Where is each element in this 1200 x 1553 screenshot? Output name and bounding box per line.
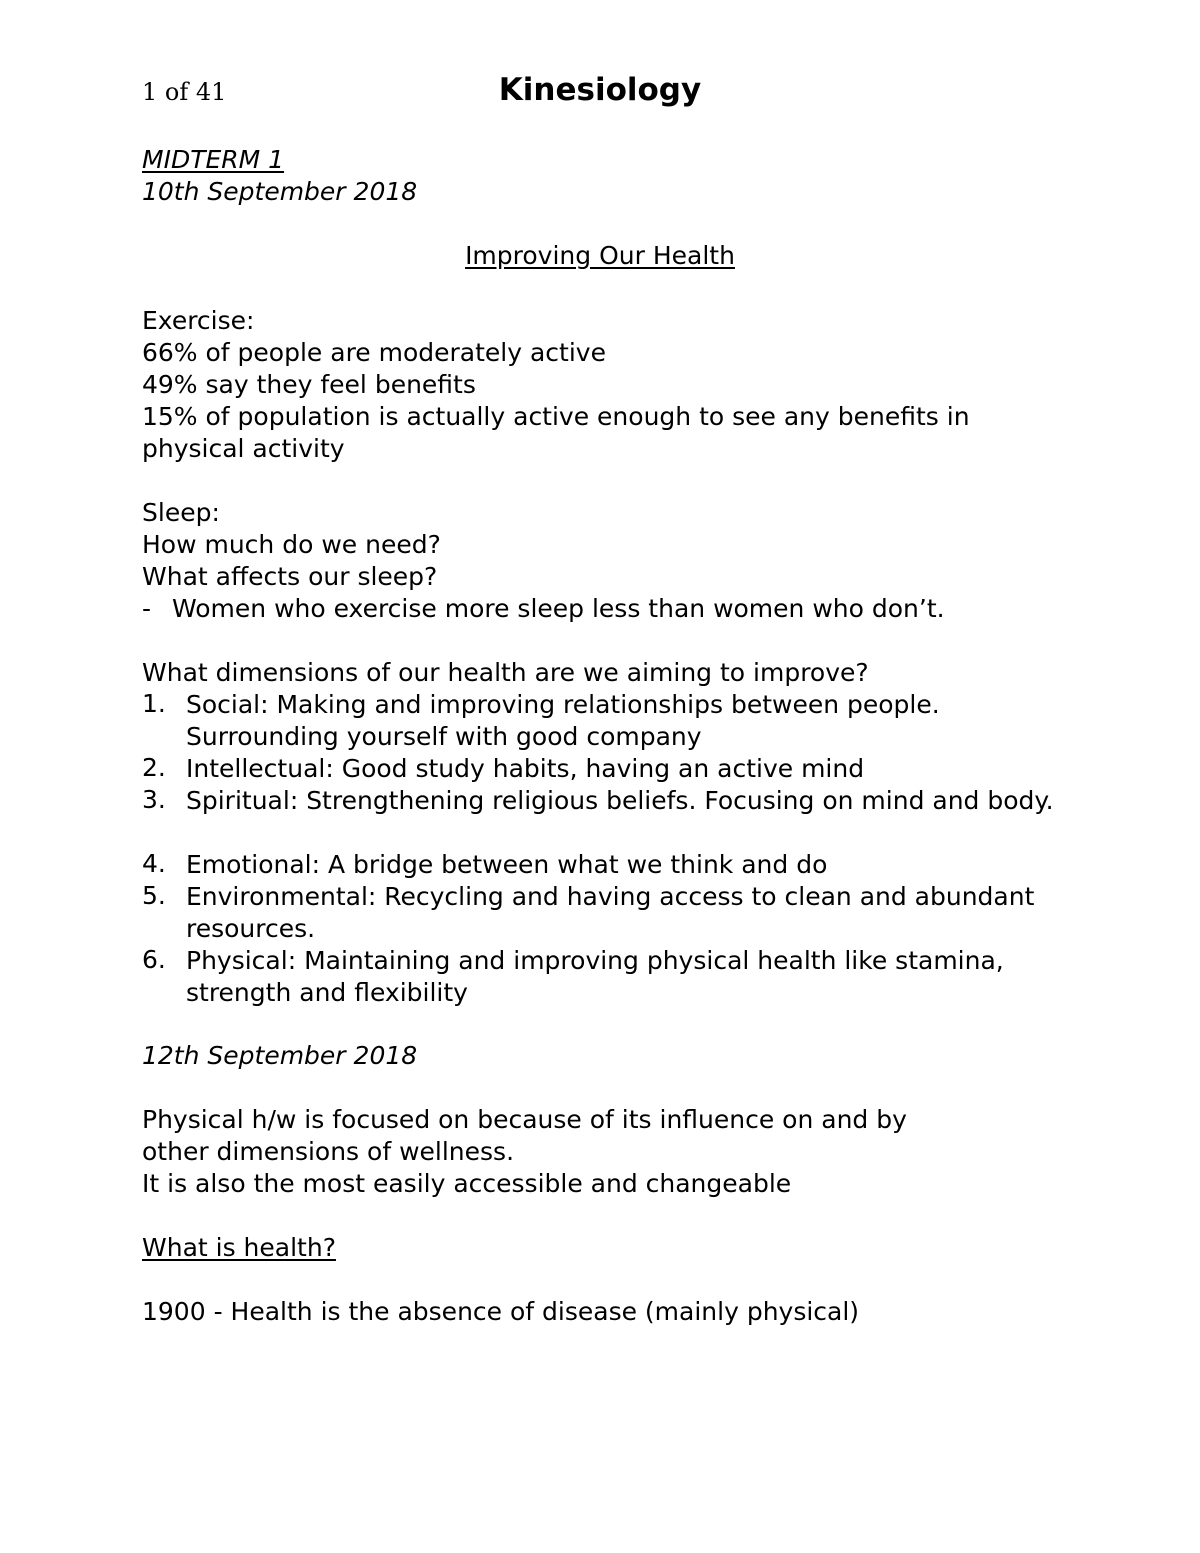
list-number: 5. [142, 881, 166, 910]
page-number: 1 of 41 [142, 78, 227, 106]
dimensions-question: What dimensions of our health are we aiming to improve? [142, 658, 869, 687]
exercise-line: physical activity [142, 434, 345, 463]
sleep-label: Sleep: [142, 498, 220, 527]
list-text: Physical: Maintaining and improving physical health like stamina, strength and flexibility [186, 946, 1004, 1007]
sleep-bullet-text: Women who exercise more sleep less than women who don’t. [172, 594, 945, 623]
list-text: Emotional: A bridge between what we think and do [186, 850, 828, 879]
list-text: Social: Making and improving relationships between people. Surrounding yourself with good company [186, 690, 940, 751]
sleep-line: How much do we need? [142, 530, 441, 559]
physical-paragraph-line: other dimensions of wellness. [142, 1137, 515, 1166]
list-text: Intellectual: Good study habits, having an active mind [186, 754, 865, 783]
page-header [142, 72, 1058, 112]
list-text: Spiritual: Strengthening religious beliefs. Focusing on mind and body. [186, 786, 1054, 815]
list-number: 1. [142, 689, 166, 718]
list-number: 2. [142, 753, 166, 782]
dash-marker: - [142, 594, 152, 623]
exercise-line: 66% of people are moderately active [142, 338, 606, 367]
section-heading: Improving Our Health [465, 241, 735, 270]
list-number: 3. [142, 785, 166, 814]
list-number: 6. [142, 945, 166, 974]
list-number: 4. [142, 849, 166, 878]
health-1900-line: 1900 - Health is the absence of disease (mainly physical) [142, 1297, 860, 1326]
list-text: Environmental: Recycling and having access to clean and abundant resources. [186, 882, 1035, 943]
sleep-line: What affects our sleep? [142, 562, 438, 591]
document-title: Kinesiology [498, 72, 702, 108]
physical-paragraph-line: It is also the most easily accessible and changeable [142, 1169, 792, 1198]
health-heading: What is health? [142, 1233, 336, 1262]
date-12-september: 12th September 2018 [142, 1041, 418, 1070]
midterm-label: MIDTERM 1 [142, 145, 285, 174]
exercise-line: 49% say they feel benefits [142, 370, 476, 399]
physical-paragraph-line: Physical h/w is focused on because of its influence on and by [142, 1105, 907, 1134]
date-10-september: 10th September 2018 [142, 177, 418, 206]
exercise-label: Exercise: [142, 306, 255, 335]
exercise-line: 15% of population is actually active enough to see any benefits in [142, 402, 970, 431]
